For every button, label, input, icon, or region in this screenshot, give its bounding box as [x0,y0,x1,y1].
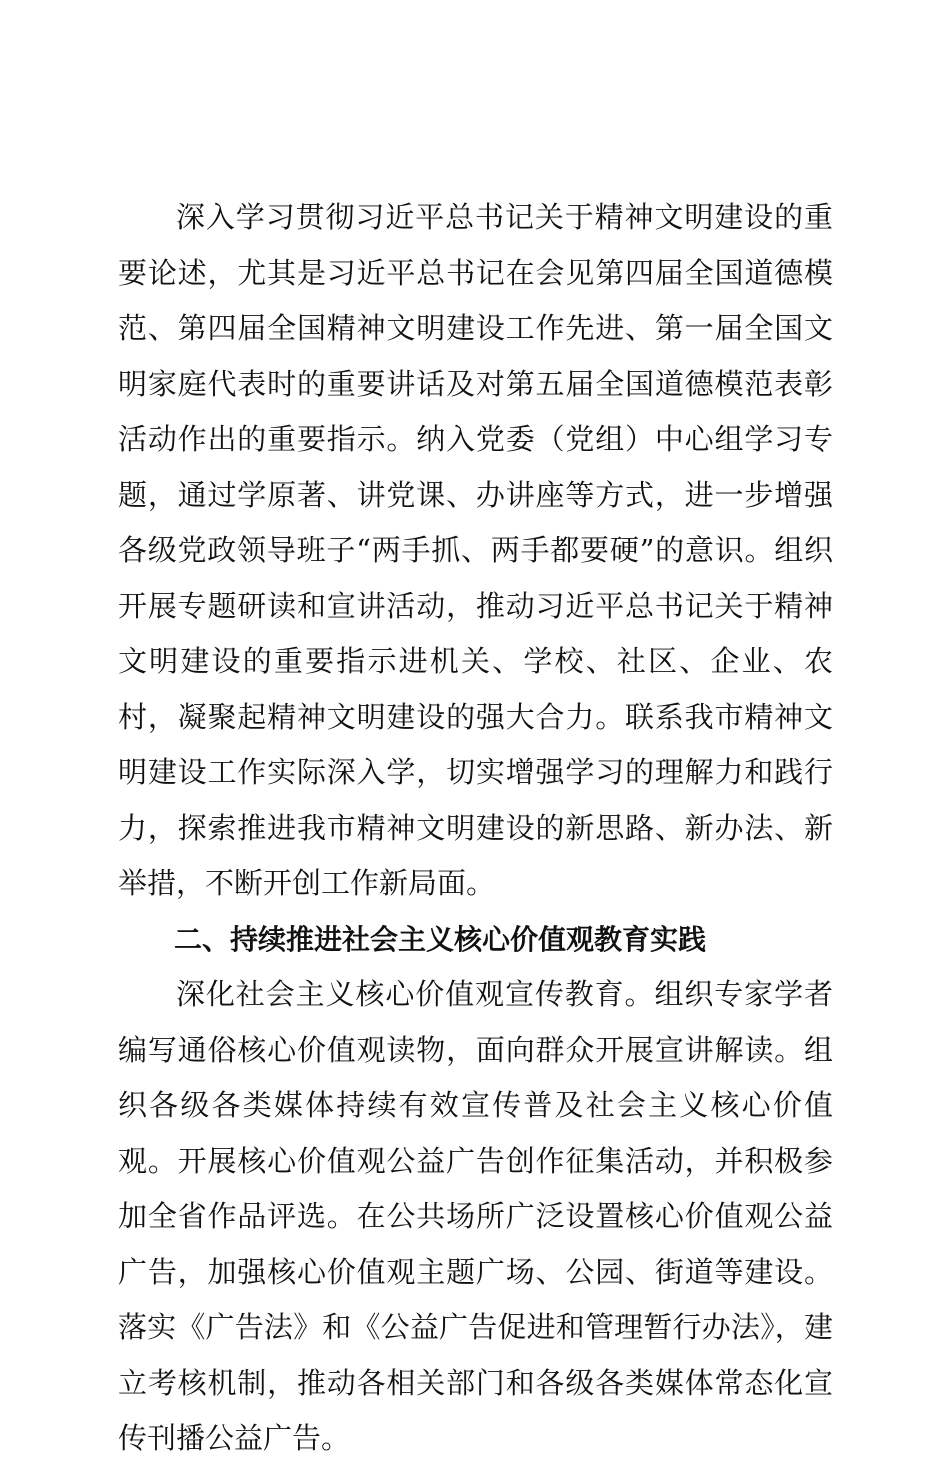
paragraph-core-values-education: 深化社会主义核心价值观宣传教育。组织专家学者编写通俗核心价值观读物，面向群众开展宣讲解读。组织各级各类媒体持续有效宣传普及社会主义核心价值观。开展核心价值观公益广告创作征集活动，并积极参加全省作品评选。在公共场所广泛设置核心价值观公益广告，加强核心价值观主题广场、公园、街道等建设。落实《广告法》和《公益广告促进和管理暂行办法》，建立考核机制，推动各相关部门和各级各类媒体常态化宣传刊播公益广告。 [118,977,833,1455]
section-heading-core-values: 二、持续推进社会主义核心价值观教育实践 [174,922,707,956]
paragraph-study-spiritual-civilization: 深入学习贯彻习近平总书记关于精神文明建设的重要论述，尤其是习近平总书记在会见第四届全国道德模范、第四届全国精神文明建设工作先进、第一届全国文明家庭代表时的重要讲话及对第五届全国道德模范表彰活动作出的重要指示。纳入党委（党组）中心组学习专题，通过学原著、讲党课、办讲座等方式，进一步增强各级党政领导班子“两手抓、两手都要硬”的意识。组织开展专题研读和宣讲活动，推动习近平总书记关于精神文明建设的重要指示进机关、学校、社区、企业、农村，凝聚起精神文明建设的强大合力。联系我市精神文明建设工作实际深入学，切实增强学习的理解力和践行力，探索推进我市精神文明建设的新思路、新办法、新举措，不断开创工作新局面。 [118,200,833,900]
document-body [118,190,833,1467]
